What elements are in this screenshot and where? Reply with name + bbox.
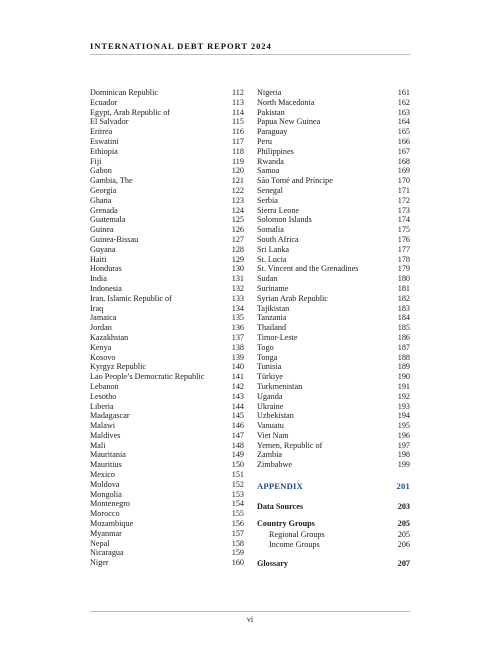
toc-entry-title: Morocco — [90, 509, 120, 519]
toc-entry-title: Nicaragua — [90, 548, 124, 558]
toc-entry-page: 150 — [231, 460, 244, 470]
toc-entry[interactable] — [257, 196, 410, 206]
toc-entry-page: 119 — [232, 156, 244, 166]
toc-entry[interactable] — [257, 176, 410, 186]
toc-entry[interactable] — [257, 235, 410, 245]
toc-entry-title: Uzbekistan — [257, 411, 294, 421]
toc-entry-page: 114 — [232, 107, 244, 117]
toc-entry-title: St. Lucia — [257, 254, 287, 264]
toc-entry-page: 124 — [231, 205, 244, 215]
toc-entry[interactable] — [90, 431, 244, 441]
toc-entry[interactable] — [90, 284, 244, 294]
toc-entry-title: Honduras — [90, 264, 122, 274]
toc-entry[interactable] — [257, 147, 410, 157]
footer-page-number: vi — [246, 615, 254, 624]
toc-entry-title: Pakistan — [257, 107, 285, 117]
toc-entry[interactable] — [90, 176, 244, 186]
toc-entry[interactable] — [257, 186, 410, 196]
toc-entry[interactable] — [90, 225, 244, 235]
toc-entry-page: 131 — [231, 274, 244, 284]
toc-entry-title: Mongolia — [90, 489, 122, 499]
toc-entry[interactable] — [90, 392, 244, 402]
toc-entry[interactable] — [90, 127, 244, 137]
toc-entry-title: Haiti — [90, 254, 107, 264]
toc-entry-title: Nigeria — [257, 88, 282, 97]
toc-entry-page: 151 — [231, 470, 244, 480]
toc-entry-page: 152 — [231, 479, 244, 489]
toc-entry-title: Tajikistan — [257, 303, 290, 313]
toc-entry-title: Lao People’s Democratic Republic — [90, 372, 205, 382]
toc-entry[interactable] — [257, 98, 410, 108]
glossary-page: 207 — [397, 559, 410, 568]
toc-entry[interactable] — [257, 313, 410, 323]
toc-entry[interactable] — [257, 323, 410, 333]
toc-entry-page: 145 — [231, 411, 244, 421]
toc-entry-title: India — [90, 274, 107, 284]
toc-entry[interactable] — [257, 108, 410, 118]
toc-entry-page: 137 — [231, 332, 244, 342]
toc-entry[interactable] — [90, 519, 244, 529]
income-groups-label: Income Groups — [269, 540, 320, 549]
toc-entry-title: Syrian Arab Republic — [257, 293, 328, 303]
toc-entry-page: 183 — [397, 303, 410, 313]
income-groups-page: 206 — [397, 540, 410, 549]
toc-entry-title: São Tomé and Príncipe — [257, 176, 333, 186]
toc-income-groups[interactable] — [269, 540, 410, 550]
toc-entry-title: Uganda — [257, 391, 283, 401]
toc-entry[interactable] — [257, 372, 410, 382]
toc-entry-title: Indonesia — [90, 283, 122, 293]
toc-entry-title: Niger — [90, 558, 109, 568]
toc-entry-page: 153 — [231, 489, 244, 499]
toc-entry-page: 112 — [232, 88, 244, 97]
toc-right-column — [257, 88, 410, 568]
toc-entry[interactable] — [90, 372, 244, 382]
toc-entry-title: Mauritania — [90, 450, 126, 460]
toc-entry-page: 148 — [231, 440, 244, 450]
toc-entry-page: 170 — [397, 176, 410, 186]
toc-entry-page: 123 — [231, 195, 244, 205]
toc-entry-page: 164 — [397, 117, 410, 127]
toc-entry-page: 121 — [231, 176, 244, 186]
country-groups-label: Country Groups — [257, 519, 315, 528]
toc-entry-page: 136 — [231, 323, 244, 333]
toc-entry-title: Papua New Guinea — [257, 117, 321, 127]
toc-entry[interactable] — [257, 392, 410, 402]
toc-entry[interactable] — [90, 480, 244, 490]
toc-entry-page: 181 — [397, 283, 410, 293]
appendix-label: APPENDIX — [257, 481, 303, 491]
toc-entry-title: Mexico — [90, 470, 116, 480]
toc-entry-page: 157 — [231, 528, 244, 538]
toc-entry-title: Samoa — [257, 166, 280, 176]
toc-entry-title: Philippines — [257, 146, 294, 156]
toc-entry[interactable] — [90, 323, 244, 333]
toc-entry-page: 188 — [397, 352, 410, 362]
toc-entry[interactable] — [90, 157, 244, 167]
toc-entry-title: Somalia — [257, 225, 284, 235]
toc-entry-title: Tanzania — [257, 313, 287, 323]
toc-entry[interactable] — [90, 548, 244, 558]
header-divider — [90, 54, 410, 55]
toc-entry-page: 190 — [397, 372, 410, 382]
toc-entry[interactable] — [90, 539, 244, 549]
toc-entry-page: 133 — [231, 293, 244, 303]
toc-entry-page: 132 — [231, 283, 244, 293]
toc-entry-page: 176 — [397, 234, 410, 244]
toc-entry-title: Moldova — [90, 479, 120, 489]
toc-entry-title: Gabon — [90, 166, 112, 176]
toc-entry-title: Togo — [257, 342, 274, 352]
toc-entry[interactable] — [257, 225, 410, 235]
toc-entry-page: 130 — [231, 264, 244, 274]
toc-entry[interactable] — [257, 206, 410, 216]
toc-entry[interactable] — [90, 490, 244, 500]
toc-entry-title: Kosovo — [90, 352, 116, 362]
toc-entry-title: Mozambique — [90, 519, 134, 529]
toc-entry-page: 198 — [397, 450, 410, 460]
toc-entry-page: 159 — [231, 548, 244, 558]
toc-entry-title: Guinea — [90, 225, 114, 235]
toc-entry-title: Grenada — [90, 205, 118, 215]
running-header: INTERNATIONAL DEBT REPORT 2024 — [90, 41, 272, 51]
toc-entry-title: Ethiopia — [90, 146, 118, 156]
toc-entry-page: 149 — [231, 450, 244, 460]
toc-entry[interactable] — [90, 264, 244, 274]
toc-entry-title: Malawi — [90, 421, 116, 431]
toc-entry-page: 116 — [232, 127, 244, 137]
toc-entry[interactable] — [90, 255, 244, 265]
toc-entry-page: 135 — [231, 313, 244, 323]
toc-entry-page: 174 — [397, 215, 410, 225]
toc-entry[interactable] — [90, 215, 244, 225]
toc-entry[interactable] — [90, 558, 244, 568]
toc-entry-title: Fiji — [90, 156, 102, 166]
toc-entry[interactable] — [90, 235, 244, 245]
toc-entry-title: Maldives — [90, 430, 121, 440]
toc-entry-title: Lebanon — [90, 381, 119, 391]
toc-entry[interactable] — [257, 157, 410, 167]
toc-entry-page: 141 — [231, 372, 244, 382]
toc-entry-title: Iraq — [90, 303, 104, 313]
toc-left-column — [90, 88, 244, 568]
toc-entry[interactable] — [90, 382, 244, 392]
toc-entry-page: 191 — [397, 381, 410, 391]
toc-entry[interactable] — [257, 127, 410, 137]
toc-entry-page: 161 — [397, 88, 410, 97]
toc-entry[interactable] — [90, 353, 244, 363]
toc-entry-page: 160 — [231, 558, 244, 568]
toc-entry-page: 158 — [231, 538, 244, 548]
toc-entry[interactable] — [257, 343, 410, 353]
toc-entry-title: Georgia — [90, 185, 117, 195]
toc-entry-title: Paraguay — [257, 127, 288, 137]
toc-entry-page: 139 — [231, 352, 244, 362]
toc-right-list — [257, 88, 410, 470]
toc-entry-title: Nepal — [90, 538, 110, 548]
toc-entry-page: 146 — [231, 421, 244, 431]
toc-entry-title: Kenya — [90, 342, 112, 352]
toc-entry-page: 128 — [231, 244, 244, 254]
toc-entry-title: Peru — [257, 136, 273, 146]
toc-entry-title: Kazakhstan — [90, 332, 129, 342]
toc-entry[interactable] — [257, 215, 410, 225]
toc-entry-title: Eswatini — [90, 136, 119, 146]
toc-entry-page: 196 — [397, 430, 410, 440]
toc-entry-page: 122 — [231, 185, 244, 195]
glossary-label: Glossary — [257, 559, 288, 568]
toc-entry-title: St. Vincent and the Grenadines — [257, 264, 359, 274]
toc-entry[interactable] — [90, 117, 244, 127]
toc-regional-groups[interactable] — [269, 530, 410, 540]
toc-entry-page: 134 — [231, 303, 244, 313]
toc-entry[interactable] — [90, 441, 244, 451]
toc-entry-title: Lesotho — [90, 391, 117, 401]
toc-entry[interactable] — [257, 284, 410, 294]
toc-entry[interactable] — [257, 255, 410, 265]
toc-entry-page: 187 — [397, 342, 410, 352]
toc-entry-title: Sudan — [257, 274, 278, 284]
toc-entry-title: Montenegro — [90, 499, 131, 509]
toc-entry-title: Serbia — [257, 195, 278, 205]
toc-entry[interactable] — [90, 529, 244, 539]
toc-entry-title: South Africa — [257, 234, 299, 244]
toc-entry[interactable] — [257, 117, 410, 127]
toc-entry-page: 155 — [231, 509, 244, 519]
toc-entry-title: Viet Nam — [257, 430, 289, 440]
toc-entry[interactable] — [257, 353, 410, 363]
toc-entry[interactable] — [257, 88, 410, 98]
toc-entry[interactable] — [90, 196, 244, 206]
toc-entry[interactable] — [90, 470, 244, 480]
toc-entry-title: Zambia — [257, 450, 283, 460]
toc-entry[interactable] — [90, 147, 244, 157]
toc-entry-page: 185 — [397, 323, 410, 333]
toc-entry-page: 192 — [397, 391, 410, 401]
appendix-page: 201 — [396, 481, 410, 491]
toc-entry-title: Vanuatu — [257, 421, 284, 431]
toc-entry[interactable] — [257, 274, 410, 284]
toc-entry-page: 193 — [397, 401, 410, 411]
toc-entry-title: Myanmar — [90, 528, 122, 538]
toc-entry-page: 140 — [231, 362, 244, 372]
toc-entry[interactable] — [257, 264, 410, 274]
toc-entry-page: 118 — [232, 146, 244, 156]
toc-entry-page: 178 — [397, 254, 410, 264]
toc-entry-title: Liberia — [90, 401, 114, 411]
data-sources-label: Data Sources — [257, 502, 304, 511]
toc-entry[interactable] — [90, 206, 244, 216]
toc-entry-title: Kyrgyz Republic — [90, 362, 147, 372]
toc-entry-page: 171 — [397, 185, 410, 195]
toc-entry-title: Mali — [90, 440, 106, 450]
data-sources-page: 203 — [397, 502, 410, 511]
toc-entry-title: Turkmenistan — [257, 381, 303, 391]
toc-entry[interactable] — [90, 509, 244, 519]
toc-entry-title: Senegal — [257, 185, 283, 195]
toc-entry-page: 162 — [397, 97, 410, 107]
toc-entry[interactable] — [90, 343, 244, 353]
toc-entry-title: Solomon Islands — [257, 215, 312, 225]
toc-entry[interactable] — [257, 382, 410, 392]
toc-entry-page: 179 — [397, 264, 410, 274]
toc-entry-title: Dominican Republic — [90, 88, 158, 97]
toc-entry[interactable] — [257, 460, 410, 470]
toc-entry-page: 169 — [397, 166, 410, 176]
toc-entry-title: Türkiye — [257, 372, 283, 382]
regional-groups-label: Regional Groups — [269, 530, 325, 539]
toc-entry-title: Sierra Leone — [257, 205, 300, 215]
toc-entry[interactable] — [90, 245, 244, 255]
toc-entry-title: Jordan — [90, 323, 112, 333]
toc-entry[interactable] — [257, 441, 410, 451]
toc-entry-page: 144 — [231, 401, 244, 411]
toc-entry[interactable] — [90, 362, 244, 372]
toc-glossary[interactable] — [257, 559, 410, 569]
toc-entry-page: 195 — [397, 421, 410, 431]
toc-entry-title: Rwanda — [257, 156, 284, 166]
toc-entry-page: 166 — [397, 136, 410, 146]
toc-entry-title: Thailand — [257, 323, 287, 333]
toc-entry-page: 175 — [397, 225, 410, 235]
toc-entry[interactable] — [257, 411, 410, 421]
toc-entry[interactable] — [90, 137, 244, 147]
toc-entry[interactable] — [90, 460, 244, 470]
toc-entry-page: 125 — [231, 215, 244, 225]
toc-entry-page: 173 — [397, 205, 410, 215]
toc-entry-page: 143 — [231, 391, 244, 401]
toc-entry[interactable] — [90, 304, 244, 314]
toc-entry-page: 142 — [231, 381, 244, 391]
footer-divider — [90, 611, 410, 612]
toc-entry-page: 165 — [397, 127, 410, 137]
toc-entry[interactable] — [257, 362, 410, 372]
toc-entry-page: 197 — [397, 440, 410, 450]
toc-entry[interactable] — [257, 294, 410, 304]
toc-entry[interactable] — [257, 245, 410, 255]
toc-entry-title: Guatemala — [90, 215, 126, 225]
toc-entry-title: Egypt, Arab Republic of — [90, 107, 171, 117]
toc-entry[interactable] — [257, 166, 410, 176]
toc-entry-title: Eritrea — [90, 127, 113, 137]
toc-entry-title: North Macedonia — [257, 97, 315, 107]
toc-entry-title: Jamaica — [90, 313, 117, 323]
toc-entry[interactable] — [90, 166, 244, 176]
toc-entry[interactable] — [90, 274, 244, 284]
toc-entry-page: 189 — [397, 362, 410, 372]
toc-entry[interactable] — [90, 88, 244, 98]
toc-entry-page: 126 — [231, 225, 244, 235]
toc-entry[interactable] — [257, 402, 410, 412]
toc-entry[interactable] — [90, 108, 244, 118]
toc-entry-page: 168 — [397, 156, 410, 166]
toc-entry[interactable] — [257, 137, 410, 147]
toc-entry-page: 154 — [231, 499, 244, 509]
toc-entry-page: 115 — [232, 117, 244, 127]
toc-entry-title: Suriname — [257, 283, 289, 293]
toc-entry-title: Ecuador — [90, 97, 118, 107]
toc-entry[interactable] — [90, 421, 244, 431]
toc-data-sources[interactable] — [257, 502, 410, 512]
toc-entry-title: Sri Lanka — [257, 244, 290, 254]
toc-entry-page: 199 — [397, 460, 410, 470]
toc-entry-title: Guyana — [90, 244, 116, 254]
toc-entry-page: 138 — [231, 342, 244, 352]
toc-entry-title: Ghana — [90, 195, 112, 205]
toc-entry-title: Mauritius — [90, 460, 122, 470]
toc-entry-page: 182 — [397, 293, 410, 303]
toc-entry-title: Tunisia — [257, 362, 282, 372]
toc-entry[interactable] — [257, 333, 410, 343]
toc-entry-page: 167 — [397, 146, 410, 156]
toc-entry[interactable] — [90, 186, 244, 196]
toc-entry-title: Timor-Leste — [257, 332, 298, 342]
toc-appendix-heading[interactable] — [257, 481, 410, 491]
toc-entry[interactable] — [90, 499, 244, 509]
toc-country-groups[interactable] — [257, 519, 410, 529]
toc-entry-page: 177 — [397, 244, 410, 254]
toc-entry-title: Tonga — [257, 352, 278, 362]
toc-entry[interactable] — [257, 304, 410, 314]
toc-entry-page: 163 — [397, 107, 410, 117]
toc-entry[interactable] — [90, 294, 244, 304]
toc-entry[interactable] — [257, 450, 410, 460]
toc-entry-page: 186 — [397, 332, 410, 342]
toc-entry-page: 117 — [232, 136, 244, 146]
toc-entry-page: 129 — [231, 254, 244, 264]
toc-entry[interactable] — [90, 411, 244, 421]
toc-entry[interactable] — [90, 333, 244, 343]
toc-entry-title: Gambia, The — [90, 176, 133, 186]
toc-entry-title: Yemen, Republic of — [257, 440, 323, 450]
toc-entry-title: Zimbabwe — [257, 460, 293, 470]
regional-groups-page: 205 — [397, 530, 410, 539]
toc-entry-title: Ukraine — [257, 401, 284, 411]
toc-entry-title: Iran, Islamic Republic of — [90, 293, 172, 303]
toc-entry[interactable] — [90, 450, 244, 460]
toc-entry[interactable] — [90, 98, 244, 108]
toc-entry-page: 172 — [397, 195, 410, 205]
toc-entry-page: 184 — [397, 313, 410, 323]
toc-entry-page: 113 — [232, 97, 244, 107]
toc-entry[interactable] — [257, 431, 410, 441]
toc-entry-title: Madagascar — [90, 411, 130, 421]
toc-entry-page: 127 — [231, 234, 244, 244]
toc-entry-page: 180 — [397, 274, 410, 284]
toc-entry-title: Guinea-Bissau — [90, 234, 139, 244]
toc-entry-page: 147 — [231, 430, 244, 440]
toc-entry[interactable] — [257, 421, 410, 431]
country-groups-page: 205 — [397, 519, 410, 528]
toc-entry-page: 194 — [397, 411, 410, 421]
toc-entry-page: 120 — [231, 166, 244, 176]
toc-entry-page: 156 — [231, 519, 244, 529]
toc-entry-title: El Salvador — [90, 117, 129, 127]
toc-entry[interactable] — [90, 402, 244, 412]
toc-entry[interactable] — [90, 313, 244, 323]
